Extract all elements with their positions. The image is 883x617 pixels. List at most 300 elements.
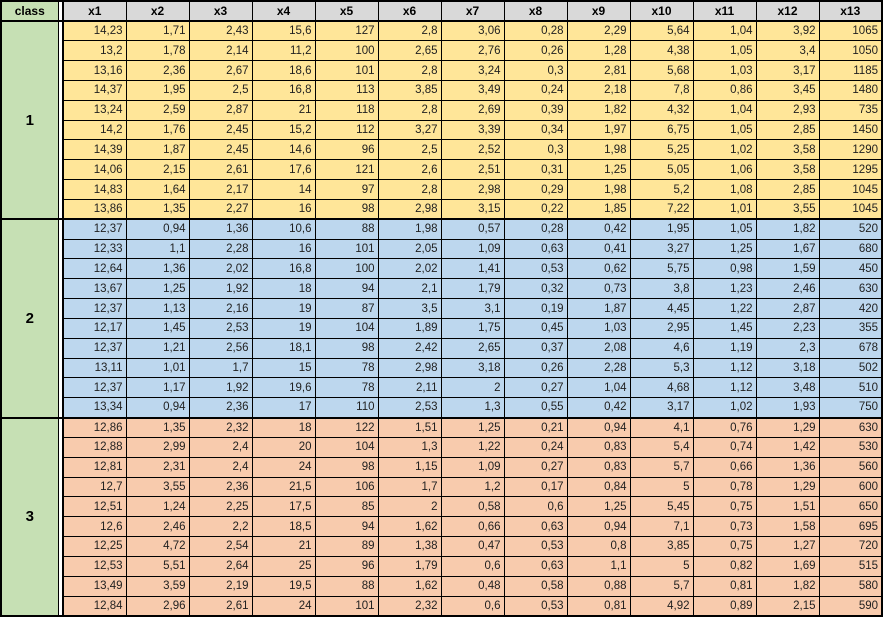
cell-x5[interactable]: 113 <box>315 80 378 100</box>
cell-x13[interactable]: 650 <box>819 497 882 517</box>
cell-x2[interactable]: 2,46 <box>126 517 189 537</box>
cell-x3[interactable]: 2,45 <box>189 120 252 140</box>
cell-x9[interactable]: 2,28 <box>567 358 630 378</box>
cell-x11[interactable]: 0,78 <box>693 477 756 497</box>
cell-x4[interactable]: 19 <box>252 299 315 319</box>
cell-x9[interactable]: 1,98 <box>567 140 630 160</box>
cell-x8[interactable]: 0,53 <box>504 537 567 557</box>
cell-x1[interactable]: 12,25 <box>63 537 126 557</box>
cell-x5[interactable]: 96 <box>315 556 378 576</box>
cell-x1[interactable]: 12,7 <box>63 477 126 497</box>
cell-x1[interactable]: 14,23 <box>63 21 126 41</box>
cell-x8[interactable]: 0,53 <box>504 596 567 616</box>
cell-x7[interactable]: 3,49 <box>441 80 504 100</box>
cell-x9[interactable]: 0,62 <box>567 259 630 279</box>
cell-x1[interactable]: 14,83 <box>63 180 126 200</box>
cell-x4[interactable]: 21 <box>252 537 315 557</box>
cell-x10[interactable]: 3,17 <box>630 398 693 418</box>
cell-x7[interactable]: 3,1 <box>441 299 504 319</box>
cell-x10[interactable]: 5,7 <box>630 457 693 477</box>
cell-x9[interactable]: 1,28 <box>567 41 630 61</box>
cell-x7[interactable]: 1,22 <box>441 437 504 457</box>
column-header-x3[interactable]: x3 <box>189 1 252 21</box>
cell-x10[interactable]: 5,4 <box>630 437 693 457</box>
cell-x5[interactable]: 78 <box>315 378 378 398</box>
cell-x11[interactable]: 0,98 <box>693 259 756 279</box>
cell-x7[interactable]: 0,48 <box>441 576 504 596</box>
cell-x11[interactable]: 0,66 <box>693 457 756 477</box>
cell-x6[interactable]: 1,51 <box>378 418 441 438</box>
cell-x6[interactable]: 1,3 <box>378 437 441 457</box>
cell-x13[interactable]: 450 <box>819 259 882 279</box>
cell-x5[interactable]: 122 <box>315 418 378 438</box>
cell-x8[interactable]: 0,22 <box>504 199 567 219</box>
cell-x1[interactable]: 13,67 <box>63 279 126 299</box>
cell-x9[interactable]: 0,42 <box>567 219 630 239</box>
cell-x12[interactable]: 3,45 <box>756 80 819 100</box>
cell-x1[interactable]: 13,49 <box>63 576 126 596</box>
cell-x13[interactable]: 1295 <box>819 160 882 180</box>
cell-x4[interactable]: 14,6 <box>252 140 315 160</box>
cell-x1[interactable]: 12,6 <box>63 517 126 537</box>
cell-x5[interactable]: 106 <box>315 477 378 497</box>
cell-x3[interactable]: 2,14 <box>189 41 252 61</box>
cell-x4[interactable]: 25 <box>252 556 315 576</box>
cell-x10[interactable]: 5,7 <box>630 576 693 596</box>
cell-x3[interactable]: 2,02 <box>189 259 252 279</box>
cell-x3[interactable]: 2,28 <box>189 239 252 259</box>
cell-x13[interactable]: 630 <box>819 279 882 299</box>
cell-x5[interactable]: 104 <box>315 318 378 338</box>
cell-x1[interactable]: 13,34 <box>63 398 126 418</box>
cell-x10[interactable]: 4,32 <box>630 100 693 120</box>
cell-x9[interactable]: 1,85 <box>567 199 630 219</box>
cell-x8[interactable]: 0,63 <box>504 239 567 259</box>
cell-x4[interactable]: 16 <box>252 239 315 259</box>
cell-x13[interactable]: 580 <box>819 576 882 596</box>
cell-x9[interactable]: 1,25 <box>567 160 630 180</box>
cell-x10[interactable]: 3,8 <box>630 279 693 299</box>
cell-x8[interactable]: 0,17 <box>504 477 567 497</box>
cell-x6[interactable]: 2,8 <box>378 100 441 120</box>
cell-x8[interactable]: 0,21 <box>504 418 567 438</box>
cell-x1[interactable]: 12,84 <box>63 596 126 616</box>
cell-x10[interactable]: 2,95 <box>630 318 693 338</box>
cell-x8[interactable]: 0,34 <box>504 120 567 140</box>
cell-x12[interactable]: 3,17 <box>756 61 819 81</box>
cell-x10[interactable]: 4,6 <box>630 338 693 358</box>
cell-x8[interactable]: 0,24 <box>504 80 567 100</box>
cell-x2[interactable]: 3,59 <box>126 576 189 596</box>
column-header-x7[interactable]: x7 <box>441 1 504 21</box>
cell-x3[interactable]: 1,36 <box>189 219 252 239</box>
cell-x1[interactable]: 14,06 <box>63 160 126 180</box>
cell-x5[interactable]: 101 <box>315 239 378 259</box>
cell-x12[interactable]: 1,29 <box>756 477 819 497</box>
cell-x7[interactable]: 2,52 <box>441 140 504 160</box>
cell-x12[interactable]: 3,18 <box>756 358 819 378</box>
cell-x2[interactable]: 1,45 <box>126 318 189 338</box>
cell-x13[interactable]: 510 <box>819 378 882 398</box>
cell-x3[interactable]: 2,4 <box>189 437 252 457</box>
cell-x2[interactable]: 1,87 <box>126 140 189 160</box>
cell-x3[interactable]: 2,61 <box>189 596 252 616</box>
cell-x8[interactable]: 0,53 <box>504 259 567 279</box>
cell-x10[interactable]: 4,38 <box>630 41 693 61</box>
cell-x8[interactable]: 0,3 <box>504 140 567 160</box>
cell-x2[interactable]: 2,15 <box>126 160 189 180</box>
cell-x9[interactable]: 1,82 <box>567 100 630 120</box>
cell-x5[interactable]: 88 <box>315 576 378 596</box>
cell-x3[interactable]: 2,5 <box>189 80 252 100</box>
cell-x8[interactable]: 0,58 <box>504 576 567 596</box>
cell-x11[interactable]: 0,73 <box>693 517 756 537</box>
cell-x8[interactable]: 0,31 <box>504 160 567 180</box>
cell-x13[interactable]: 355 <box>819 318 882 338</box>
cell-x13[interactable]: 530 <box>819 437 882 457</box>
cell-x5[interactable]: 98 <box>315 338 378 358</box>
cell-x2[interactable]: 0,94 <box>126 219 189 239</box>
cell-x1[interactable]: 13,24 <box>63 100 126 120</box>
cell-x13[interactable]: 678 <box>819 338 882 358</box>
cell-x6[interactable]: 2,02 <box>378 259 441 279</box>
cell-x10[interactable]: 7,1 <box>630 517 693 537</box>
cell-x12[interactable]: 3,92 <box>756 21 819 41</box>
cell-x5[interactable]: 88 <box>315 219 378 239</box>
cell-x13[interactable]: 1045 <box>819 180 882 200</box>
cell-x13[interactable]: 600 <box>819 477 882 497</box>
cell-x5[interactable]: 100 <box>315 41 378 61</box>
cell-x8[interactable]: 0,45 <box>504 318 567 338</box>
column-header-x10[interactable]: x10 <box>630 1 693 21</box>
cell-x4[interactable]: 24 <box>252 596 315 616</box>
cell-x12[interactable]: 1,59 <box>756 259 819 279</box>
cell-x1[interactable]: 12,81 <box>63 457 126 477</box>
cell-x5[interactable]: 98 <box>315 199 378 219</box>
cell-x12[interactable]: 3,48 <box>756 378 819 398</box>
class-cell-1[interactable]: 1 <box>1 21 58 219</box>
cell-x13[interactable]: 1480 <box>819 80 882 100</box>
column-header-x13[interactable]: x13 <box>819 1 882 21</box>
class-column-header[interactable]: class <box>1 1 58 21</box>
cell-x5[interactable]: 94 <box>315 517 378 537</box>
cell-x2[interactable]: 2,59 <box>126 100 189 120</box>
cell-x6[interactable]: 2,32 <box>378 596 441 616</box>
cell-x11[interactable]: 0,75 <box>693 537 756 557</box>
cell-x12[interactable]: 1,58 <box>756 517 819 537</box>
cell-x2[interactable]: 1,17 <box>126 378 189 398</box>
class-cell-2[interactable]: 2 <box>1 219 58 417</box>
cell-x3[interactable]: 2,19 <box>189 576 252 596</box>
cell-x12[interactable]: 2,85 <box>756 180 819 200</box>
column-header-x5[interactable]: x5 <box>315 1 378 21</box>
cell-x6[interactable]: 2,8 <box>378 21 441 41</box>
cell-x2[interactable]: 0,94 <box>126 398 189 418</box>
cell-x9[interactable]: 2,18 <box>567 80 630 100</box>
cell-x10[interactable]: 5 <box>630 477 693 497</box>
cell-x9[interactable]: 0,81 <box>567 596 630 616</box>
cell-x3[interactable]: 2,67 <box>189 61 252 81</box>
cell-x12[interactable]: 2,87 <box>756 299 819 319</box>
cell-x11[interactable]: 0,76 <box>693 418 756 438</box>
cell-x2[interactable]: 1,76 <box>126 120 189 140</box>
cell-x8[interactable]: 0,28 <box>504 219 567 239</box>
cell-x10[interactable]: 5,05 <box>630 160 693 180</box>
cell-x7[interactable]: 1,2 <box>441 477 504 497</box>
cell-x6[interactable]: 3,5 <box>378 299 441 319</box>
cell-x7[interactable]: 1,3 <box>441 398 504 418</box>
cell-x9[interactable]: 0,73 <box>567 279 630 299</box>
cell-x8[interactable]: 0,63 <box>504 556 567 576</box>
cell-x3[interactable]: 1,92 <box>189 279 252 299</box>
cell-x4[interactable]: 11,2 <box>252 41 315 61</box>
cell-x13[interactable]: 720 <box>819 537 882 557</box>
cell-x10[interactable]: 5,75 <box>630 259 693 279</box>
cell-x7[interactable]: 1,41 <box>441 259 504 279</box>
cell-x4[interactable]: 24 <box>252 457 315 477</box>
cell-x10[interactable]: 5 <box>630 556 693 576</box>
cell-x2[interactable]: 1,35 <box>126 418 189 438</box>
class-cell-3[interactable]: 3 <box>1 418 58 616</box>
cell-x10[interactable]: 5,3 <box>630 358 693 378</box>
cell-x11[interactable]: 1,08 <box>693 180 756 200</box>
cell-x13[interactable]: 560 <box>819 457 882 477</box>
cell-x13[interactable]: 680 <box>819 239 882 259</box>
cell-x2[interactable]: 1,64 <box>126 180 189 200</box>
cell-x9[interactable]: 0,88 <box>567 576 630 596</box>
cell-x2[interactable]: 1,71 <box>126 21 189 41</box>
cell-x3[interactable]: 2,61 <box>189 160 252 180</box>
cell-x11[interactable]: 1,23 <box>693 279 756 299</box>
cell-x3[interactable]: 2,2 <box>189 517 252 537</box>
cell-x13[interactable]: 1045 <box>819 199 882 219</box>
cell-x6[interactable]: 1,79 <box>378 556 441 576</box>
cell-x12[interactable]: 1,36 <box>756 457 819 477</box>
cell-x10[interactable]: 3,85 <box>630 537 693 557</box>
cell-x12[interactable]: 1,27 <box>756 537 819 557</box>
cell-x2[interactable]: 5,51 <box>126 556 189 576</box>
column-header-x6[interactable]: x6 <box>378 1 441 21</box>
cell-x4[interactable]: 20 <box>252 437 315 457</box>
cell-x2[interactable]: 1,1 <box>126 239 189 259</box>
cell-x4[interactable]: 17 <box>252 398 315 418</box>
column-header-x8[interactable]: x8 <box>504 1 567 21</box>
cell-x10[interactable]: 6,75 <box>630 120 693 140</box>
cell-x13[interactable]: 630 <box>819 418 882 438</box>
cell-x9[interactable]: 0,41 <box>567 239 630 259</box>
cell-x11[interactable]: 1,05 <box>693 219 756 239</box>
cell-x2[interactable]: 2,96 <box>126 596 189 616</box>
cell-x4[interactable]: 15,6 <box>252 21 315 41</box>
cell-x1[interactable]: 12,17 <box>63 318 126 338</box>
cell-x6[interactable]: 2,6 <box>378 160 441 180</box>
cell-x7[interactable]: 1,09 <box>441 239 504 259</box>
cell-x7[interactable]: 3,39 <box>441 120 504 140</box>
cell-x7[interactable]: 1,25 <box>441 418 504 438</box>
cell-x10[interactable]: 4,1 <box>630 418 693 438</box>
cell-x12[interactable]: 3,58 <box>756 140 819 160</box>
cell-x2[interactable]: 1,35 <box>126 199 189 219</box>
cell-x2[interactable]: 3,55 <box>126 477 189 497</box>
cell-x11[interactable]: 1,12 <box>693 358 756 378</box>
cell-x9[interactable]: 1,97 <box>567 120 630 140</box>
cell-x8[interactable]: 0,29 <box>504 180 567 200</box>
cell-x9[interactable]: 0,83 <box>567 457 630 477</box>
cell-x3[interactable]: 2,45 <box>189 140 252 160</box>
cell-x8[interactable]: 0,28 <box>504 21 567 41</box>
cell-x5[interactable]: 127 <box>315 21 378 41</box>
cell-x6[interactable]: 1,38 <box>378 537 441 557</box>
cell-x3[interactable]: 2,32 <box>189 418 252 438</box>
cell-x8[interactable]: 0,27 <box>504 457 567 477</box>
cell-x2[interactable]: 1,21 <box>126 338 189 358</box>
cell-x11[interactable]: 0,75 <box>693 497 756 517</box>
cell-x9[interactable]: 1,1 <box>567 556 630 576</box>
cell-x11[interactable]: 0,86 <box>693 80 756 100</box>
cell-x10[interactable]: 7,22 <box>630 199 693 219</box>
cell-x3[interactable]: 2,25 <box>189 497 252 517</box>
cell-x10[interactable]: 7,8 <box>630 80 693 100</box>
cell-x12[interactable]: 1,67 <box>756 239 819 259</box>
cell-x2[interactable]: 1,13 <box>126 299 189 319</box>
cell-x8[interactable]: 0,26 <box>504 358 567 378</box>
cell-x8[interactable]: 0,37 <box>504 338 567 358</box>
cell-x5[interactable]: 78 <box>315 358 378 378</box>
cell-x4[interactable]: 18,5 <box>252 517 315 537</box>
cell-x4[interactable]: 16,8 <box>252 259 315 279</box>
cell-x6[interactable]: 1,62 <box>378 517 441 537</box>
cell-x6[interactable]: 2 <box>378 497 441 517</box>
cell-x4[interactable]: 17,5 <box>252 497 315 517</box>
cell-x9[interactable]: 0,94 <box>567 418 630 438</box>
cell-x13[interactable]: 1185 <box>819 61 882 81</box>
cell-x9[interactable]: 0,8 <box>567 537 630 557</box>
cell-x3[interactable]: 2,4 <box>189 457 252 477</box>
cell-x6[interactable]: 1,98 <box>378 219 441 239</box>
cell-x13[interactable]: 502 <box>819 358 882 378</box>
cell-x5[interactable]: 110 <box>315 398 378 418</box>
cell-x11[interactable]: 1,12 <box>693 378 756 398</box>
cell-x6[interactable]: 1,62 <box>378 576 441 596</box>
cell-x4[interactable]: 15,2 <box>252 120 315 140</box>
cell-x1[interactable]: 12,86 <box>63 418 126 438</box>
cell-x5[interactable]: 121 <box>315 160 378 180</box>
cell-x11[interactable]: 1,05 <box>693 120 756 140</box>
cell-x1[interactable]: 13,11 <box>63 358 126 378</box>
cell-x12[interactable]: 2,85 <box>756 120 819 140</box>
column-header-x2[interactable]: x2 <box>126 1 189 21</box>
cell-x9[interactable]: 2,29 <box>567 21 630 41</box>
cell-x9[interactable]: 1,03 <box>567 318 630 338</box>
cell-x8[interactable]: 0,19 <box>504 299 567 319</box>
cell-x13[interactable]: 515 <box>819 556 882 576</box>
cell-x4[interactable]: 18,6 <box>252 61 315 81</box>
cell-x12[interactable]: 1,93 <box>756 398 819 418</box>
cell-x6[interactable]: 2,98 <box>378 199 441 219</box>
cell-x12[interactable]: 1,42 <box>756 437 819 457</box>
cell-x13[interactable]: 420 <box>819 299 882 319</box>
cell-x1[interactable]: 12,88 <box>63 437 126 457</box>
cell-x12[interactable]: 2,3 <box>756 338 819 358</box>
cell-x13[interactable]: 1450 <box>819 120 882 140</box>
cell-x12[interactable]: 3,58 <box>756 160 819 180</box>
cell-x3[interactable]: 1,7 <box>189 358 252 378</box>
cell-x3[interactable]: 2,54 <box>189 537 252 557</box>
cell-x11[interactable]: 1,45 <box>693 318 756 338</box>
cell-x6[interactable]: 3,85 <box>378 80 441 100</box>
cell-x11[interactable]: 1,04 <box>693 21 756 41</box>
cell-x10[interactable]: 5,2 <box>630 180 693 200</box>
cell-x7[interactable]: 3,15 <box>441 199 504 219</box>
cell-x8[interactable]: 0,32 <box>504 279 567 299</box>
cell-x7[interactable]: 2,69 <box>441 100 504 120</box>
cell-x8[interactable]: 0,63 <box>504 517 567 537</box>
cell-x12[interactable]: 3,55 <box>756 199 819 219</box>
cell-x2[interactable]: 1,78 <box>126 41 189 61</box>
cell-x7[interactable]: 2,98 <box>441 180 504 200</box>
cell-x9[interactable]: 0,42 <box>567 398 630 418</box>
cell-x9[interactable]: 0,83 <box>567 437 630 457</box>
cell-x11[interactable]: 1,19 <box>693 338 756 358</box>
cell-x7[interactable]: 3,24 <box>441 61 504 81</box>
cell-x13[interactable]: 695 <box>819 517 882 537</box>
cell-x2[interactable]: 1,36 <box>126 259 189 279</box>
cell-x6[interactable]: 2,42 <box>378 338 441 358</box>
cell-x6[interactable]: 1,7 <box>378 477 441 497</box>
cell-x1[interactable]: 12,33 <box>63 239 126 259</box>
cell-x6[interactable]: 2,05 <box>378 239 441 259</box>
cell-x2[interactable]: 4,72 <box>126 537 189 557</box>
cell-x9[interactable]: 0,94 <box>567 517 630 537</box>
cell-x5[interactable]: 118 <box>315 100 378 120</box>
cell-x9[interactable]: 1,87 <box>567 299 630 319</box>
cell-x13[interactable]: 1065 <box>819 21 882 41</box>
cell-x7[interactable]: 0,57 <box>441 219 504 239</box>
cell-x6[interactable]: 2,98 <box>378 358 441 378</box>
cell-x7[interactable]: 0,66 <box>441 517 504 537</box>
cell-x1[interactable]: 14,2 <box>63 120 126 140</box>
cell-x5[interactable]: 98 <box>315 457 378 477</box>
cell-x13[interactable]: 590 <box>819 596 882 616</box>
cell-x13[interactable]: 750 <box>819 398 882 418</box>
cell-x8[interactable]: 0,26 <box>504 41 567 61</box>
cell-x3[interactable]: 2,64 <box>189 556 252 576</box>
cell-x9[interactable]: 1,25 <box>567 497 630 517</box>
cell-x5[interactable]: 85 <box>315 497 378 517</box>
cell-x1[interactable]: 12,51 <box>63 497 126 517</box>
cell-x4[interactable]: 21,5 <box>252 477 315 497</box>
cell-x9[interactable]: 0,84 <box>567 477 630 497</box>
cell-x11[interactable]: 1,02 <box>693 140 756 160</box>
cell-x11[interactable]: 1,02 <box>693 398 756 418</box>
cell-x7[interactable]: 0,6 <box>441 596 504 616</box>
cell-x4[interactable]: 17,6 <box>252 160 315 180</box>
cell-x7[interactable]: 0,47 <box>441 537 504 557</box>
cell-x7[interactable]: 2,51 <box>441 160 504 180</box>
cell-x4[interactable]: 18 <box>252 279 315 299</box>
cell-x10[interactable]: 4,68 <box>630 378 693 398</box>
cell-x1[interactable]: 13,86 <box>63 199 126 219</box>
cell-x5[interactable]: 96 <box>315 140 378 160</box>
cell-x1[interactable]: 12,37 <box>63 219 126 239</box>
cell-x1[interactable]: 14,39 <box>63 140 126 160</box>
cell-x4[interactable]: 15 <box>252 358 315 378</box>
cell-x2[interactable]: 1,95 <box>126 80 189 100</box>
cell-x13[interactable]: 1050 <box>819 41 882 61</box>
cell-x5[interactable]: 104 <box>315 437 378 457</box>
cell-x13[interactable]: 1290 <box>819 140 882 160</box>
cell-x13[interactable]: 520 <box>819 219 882 239</box>
